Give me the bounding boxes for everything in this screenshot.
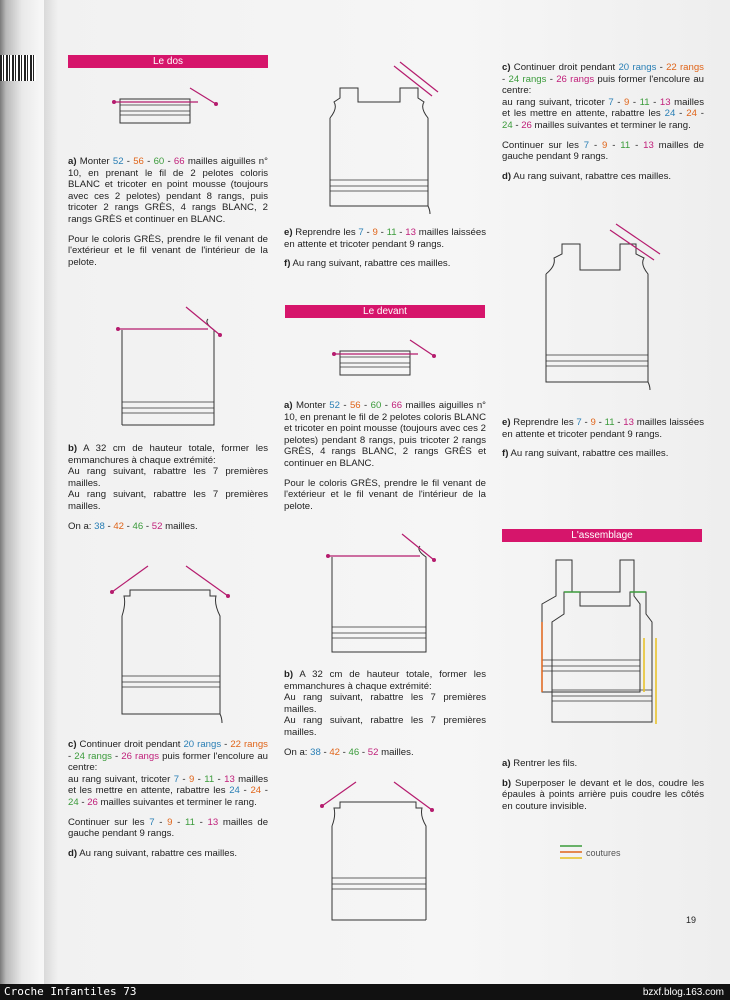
assemblage-instructions: a) Rentrer les fils. b) Superposer le devant et le dos, coudre les épaules à points arrière puis coudre les côtés en couture invisible. xyxy=(502,758,704,812)
armhole-diagram-dos xyxy=(104,558,244,728)
blog-url: bzxf.blog.163.com xyxy=(642,987,724,998)
seam-legend-label: coutures xyxy=(586,848,621,858)
front-neckline-diagram xyxy=(536,222,676,397)
magazine-title: Croche Infantiles 73 xyxy=(4,985,137,998)
section-header-dos: Le dos xyxy=(68,55,268,68)
devant-instructions-e: e) Reprendre les 7 - 9 - 11 - 13 mailles laissées en attente et tricoter pendant 9 rangs. f) Au rang suivant, rabattre ces mailles. xyxy=(502,417,704,460)
page-number: 19 xyxy=(686,915,697,925)
back-body-diagram xyxy=(108,305,238,430)
swatch-diagram-dos xyxy=(110,80,230,130)
dos-instructions-b: b) A 32 cm de hauteur totale, former les emmanchures à chaque extrémité: Au rang suivant, rabattre les 7 premières mailles. Au rang suivant, rabattre les 7 premières mailles. On a: 38 - 42 - 46 - 52 mailles. xyxy=(68,443,268,532)
barcode-strip xyxy=(0,55,36,81)
front-body-diagram xyxy=(322,532,452,657)
devant-instructions-b: b) A 32 cm de hauteur totale, former les emmanchures à chaque extrémité: Au rang suivant, rabattre les 7 premières mailles. Au rang suivant, rabattre les 7 premières mailles. On a: 38 - 42 - 46 - 52 mailles. xyxy=(284,669,486,758)
section-header-devant: Le devant xyxy=(285,305,485,318)
swatch-diagram-devant xyxy=(330,332,450,382)
dos-instructions-e: e) Reprendre les 7 - 9 - 11 - 13 mailles laissées en attente et tricoter pendant 9 rangs. f) Au rang suivant, rabattre ces mailles. xyxy=(284,227,486,270)
armhole-diagram-devant xyxy=(316,778,456,928)
devant-instructions-c: c) Continuer droit pendant 20 rangs - 22 rangs - 24 rangs - 26 rangs puis former l'encolure au centre: au rang suivant, tricoter 7 - 9 - 11 - 13 mailles et les mettre en attente, rabattre les 24 - 24 - 24 - 26 mailles suivantes et terminer le rang. Continuer sur les 7 - 9 - 11 - 13 mailles de gauche pendant 9 rangs. d) Au rang suivant, rabattre ces mailles. xyxy=(502,62,705,182)
section-header-assemblage: L'assemblage xyxy=(502,529,702,542)
back-neckline-diagram xyxy=(316,62,446,212)
devant-instructions-a: a) Monter 52 - 56 - 60 - 66 mailles aiguilles n° 10, en prenant le fil de 2 pelotes coloris BLANC et tricoter en point mousse (toujours avec ces 2 pelotes) pendant 8 rangs, puis tricoter 2 rangs GRÈS, 4 rangs BLANC, 2 rangs GRÈS et continuer en BLANC. Pour le coloris GRÈS, prendre le fil venant de l'extérieur et le fil venant de l'intérieur de la pelote. xyxy=(284,400,487,512)
dos-instructions-a: a) Monter 52 - 56 - 60 - 66 mailles aiguilles n° 10, en prenant le fil de 2 pelotes coloris BLANC et tricoter en point mousse (toujours avec ces 2 pelotes) pendant 8 rangs, puis tricoter 2 rangs GRÈS, 4 rangs BLANC, 2 rangs GRÈS et continuer en BLANC. Pour le coloris GRÈS, prendre le fil venant de l'extérieur et le fil venant de l'intérieur de la pelote. xyxy=(68,156,268,268)
assembly-diagram xyxy=(530,552,670,732)
dos-instructions-c: c) Continuer droit pendant 20 rangs - 22 rangs - 24 rangs - 26 rangs puis former l'encolure au centre: au rang suivant, tricoter 7 - 9 - 11 - 13 mailles et les mettre en attente, rabattre les 24 - 24 - 24 - 26 mailles suivantes et terminer le rang. Continuer sur les 7 - 9 - 11 - 13 mailles de gauche pendant 9 rangs. d) Au rang suivant, rabattre ces mailles. xyxy=(68,739,269,859)
